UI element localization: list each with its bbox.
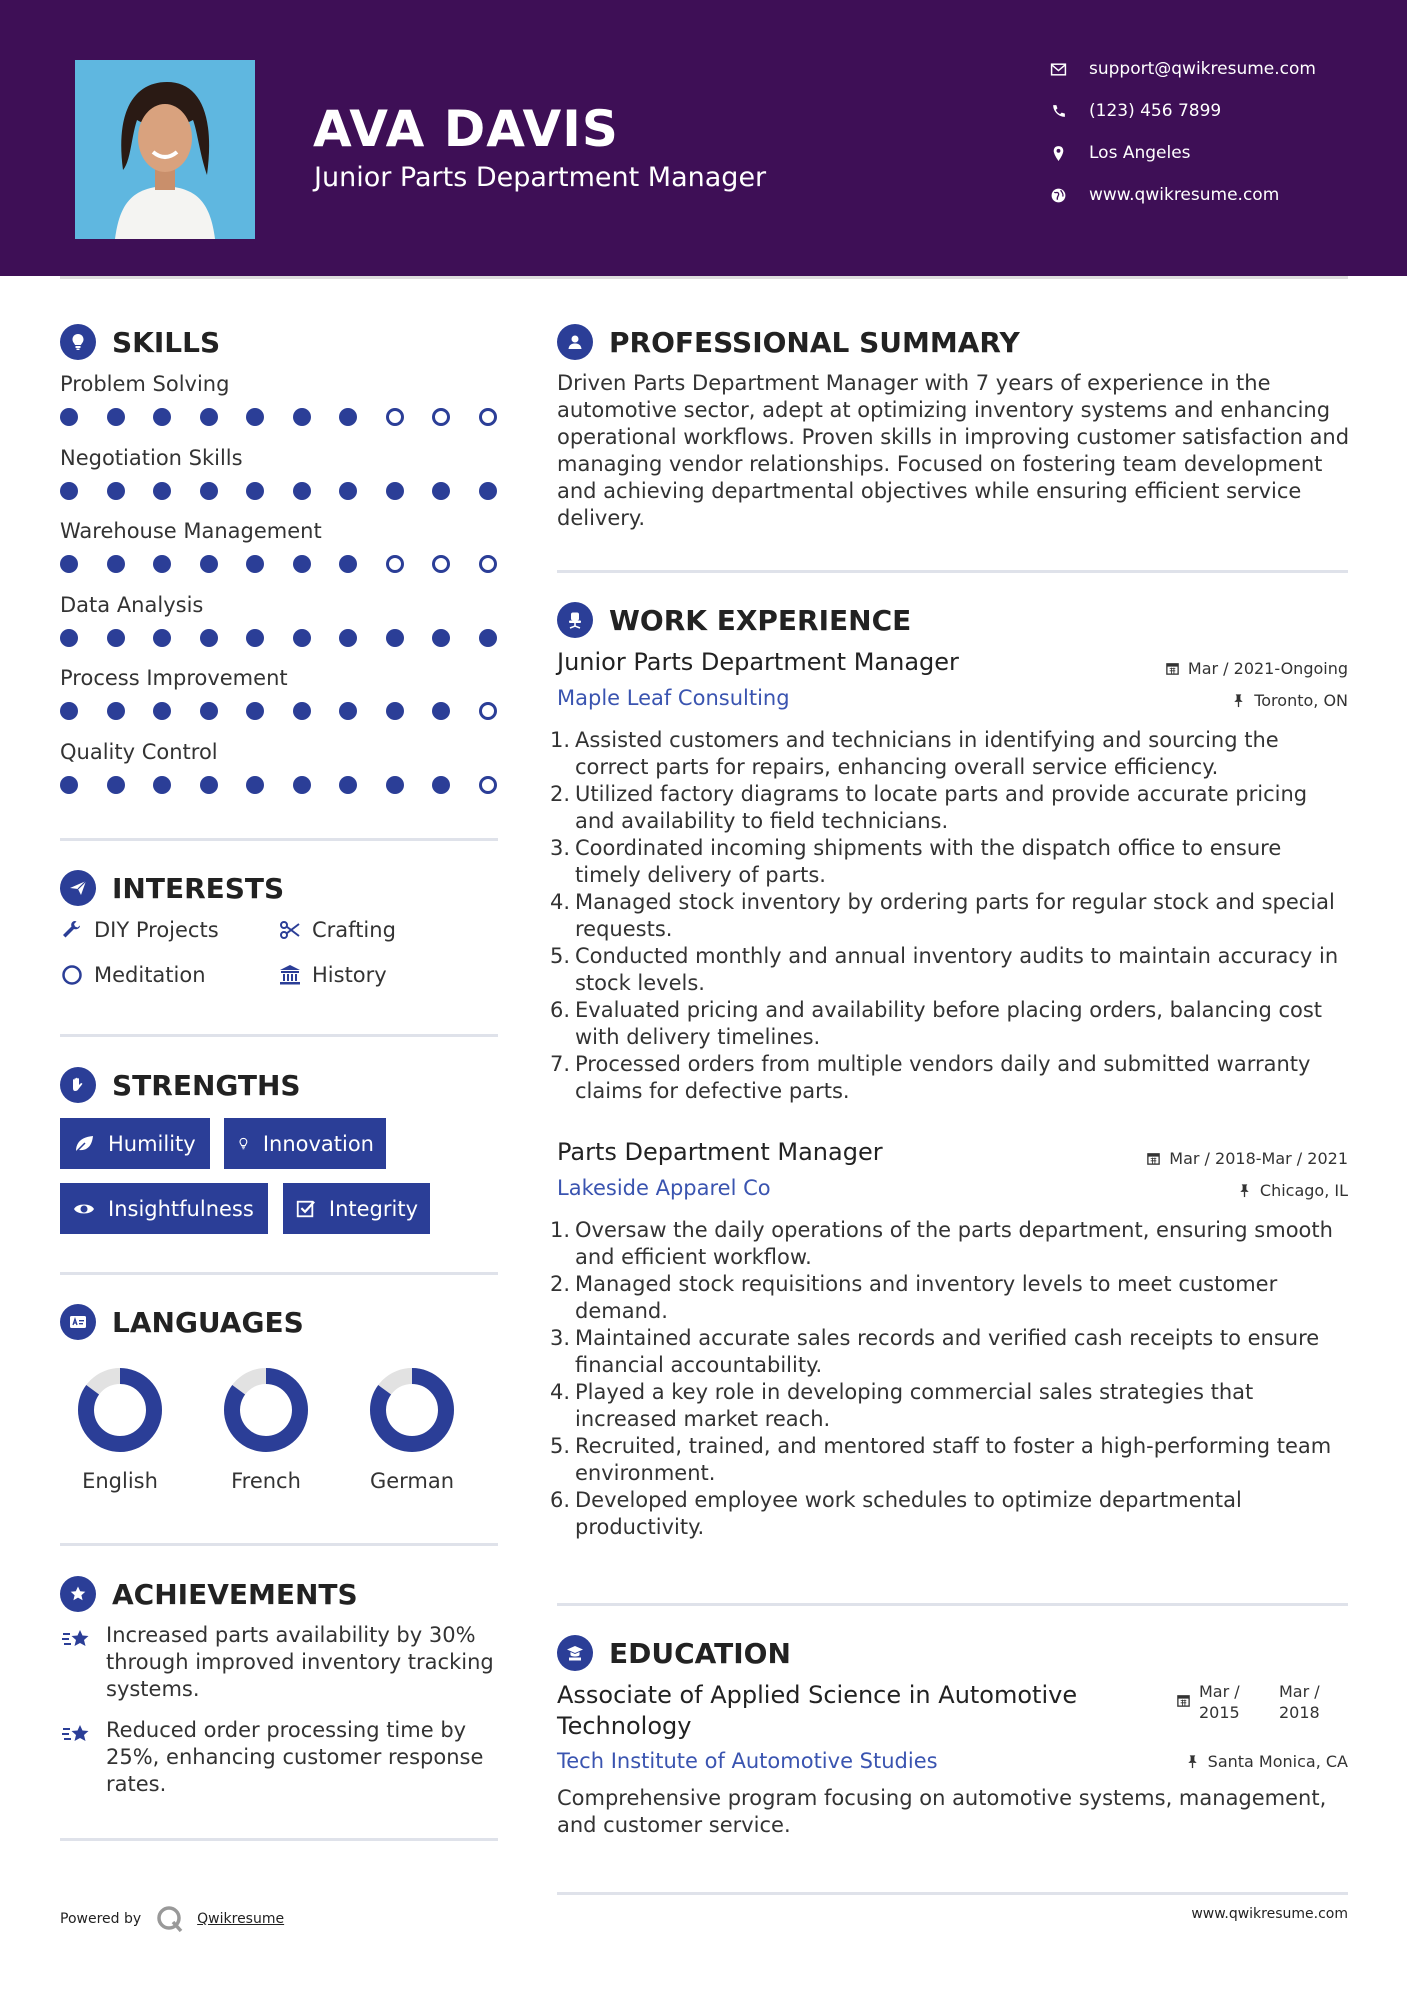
- job-bullet: [550, 1433, 1350, 1487]
- rating-dot-filled: [60, 408, 78, 426]
- job-bullet: [550, 727, 1350, 781]
- skill-name: Quality Control: [60, 739, 218, 764]
- skill-name: Problem Solving: [60, 372, 230, 396]
- rating-dot-filled: [246, 629, 264, 647]
- bullet-text: Processed orders from multiple vendors daily and submitted warranty claims for defective parts.: [575, 1052, 1311, 1103]
- education-location: [1185, 1752, 1348, 1771]
- rating-dot-filled: [107, 482, 125, 500]
- job-bullet: [550, 1487, 1350, 1541]
- languages-title: LANGUAGES: [112, 1305, 304, 1339]
- achievement-text: Reduced order processing time by 25%, enhancing customer response rates.: [106, 1718, 484, 1796]
- bullet-number: 6.: [550, 998, 571, 1022]
- rating-dot-filled: [153, 702, 171, 720]
- rating-dot-filled: [339, 776, 357, 794]
- graduate-icon: [557, 1635, 593, 1671]
- calendar-icon: [1165, 661, 1180, 676]
- rating-dot-filled: [200, 555, 218, 573]
- job-location: [1237, 1181, 1348, 1200]
- job-dates: [1165, 659, 1348, 678]
- rating-dot-filled: [432, 629, 450, 647]
- job-bullet: [550, 1217, 1350, 1271]
- languages-heading: [60, 1304, 304, 1340]
- interests-divider: [60, 1034, 498, 1037]
- interest-label: Crafting: [312, 918, 396, 942]
- bullet-text: Coordinated incoming shipments with the dispatch office to ensure timely delivery of parts.: [575, 836, 1282, 887]
- job-title: Parts Department Manager: [557, 1138, 883, 1166]
- job-location-text: Chicago, IL: [1259, 1181, 1348, 1200]
- map-pin-icon: [1050, 145, 1067, 162]
- education-description: Comprehensive program focusing on automotive systems, management, and customer service.: [557, 1786, 1327, 1837]
- strength-label: Integrity: [328, 1196, 418, 1221]
- bullet-text: Assisted customers and technicians in identifying and sourcing the correct parts for repairs, enhancing overall service efficiency.: [575, 728, 1279, 779]
- skill-rating: [60, 555, 500, 575]
- education-location-text: Santa Monica, CA: [1207, 1752, 1348, 1771]
- rating-dot-filled: [432, 702, 450, 720]
- rating-dot-filled: [479, 629, 497, 647]
- interest-label: Meditation: [94, 963, 206, 987]
- header-banner: [0, 0, 1407, 276]
- candidate-title: Junior Parts Department Manager: [314, 162, 767, 193]
- language-item: [337, 1365, 487, 1493]
- rating-dot-filled: [153, 776, 171, 794]
- language-item: [191, 1365, 341, 1493]
- skill-name: Warehouse Management: [60, 519, 322, 543]
- bullet-text: Managed stock inventory by ordering parts for regular stock and special requests.: [575, 890, 1335, 941]
- rating-dot-filled: [60, 776, 78, 794]
- strength-label: Insightfulness: [108, 1196, 254, 1221]
- strength-label: Humility: [108, 1131, 196, 1156]
- bullet-text: Developed employee work schedules to optimize departmental productivity.: [575, 1488, 1242, 1539]
- achievements-divider: [60, 1838, 498, 1841]
- skills-heading: [60, 324, 220, 360]
- strengths-heading: [60, 1067, 301, 1103]
- rating-dot-filled: [153, 629, 171, 647]
- footer-powered: [60, 1904, 284, 1934]
- bullet-text: Utilized factory diagrams to locate parts and provide accurate pricing and availability to field technicians.: [575, 782, 1308, 833]
- rating-dot-filled: [60, 482, 78, 500]
- bullet-text: Conducted monthly and annual inventory audits to maintain accuracy in stock levels.: [575, 944, 1339, 995]
- job-title: Junior Parts Department Manager: [557, 648, 959, 676]
- scissors-icon: [278, 918, 302, 942]
- rating-dot-filled: [107, 776, 125, 794]
- bullet-number: 7.: [550, 1052, 571, 1076]
- education-degree: Associate of Applied Science in Automotive Technology: [557, 1681, 1078, 1740]
- bullet-number: 5.: [550, 944, 571, 968]
- rating-dot-filled: [386, 482, 404, 500]
- language-name: English: [82, 1469, 158, 1493]
- pushpin-icon: [1231, 693, 1246, 708]
- star-badge-icon: [60, 1576, 96, 1612]
- job-bullet: [550, 781, 1350, 835]
- envelope-icon: [1050, 61, 1067, 78]
- rating-dot-filled: [293, 629, 311, 647]
- globe-icon: [1050, 187, 1067, 204]
- contact-phone-text: (123) 456 7899: [1089, 101, 1222, 121]
- bullet-text: Managed stock requisitions and inventory levels to meet customer demand.: [575, 1272, 1278, 1323]
- bullet-text: Recruited, trained, and mentored staff to foster a high-performing team environment.: [575, 1434, 1332, 1485]
- job-dates-text: Mar / 2018-Mar / 2021: [1169, 1149, 1348, 1168]
- contact-email[interactable]: [1050, 59, 1316, 79]
- rating-dot-filled: [246, 776, 264, 794]
- skills-divider: [60, 838, 498, 841]
- qwikresume-logo-icon: [155, 1904, 185, 1934]
- rating-dot-filled: [339, 482, 357, 500]
- calendar-icon: [1146, 1151, 1161, 1166]
- strength-badge: [224, 1118, 386, 1169]
- job-location: [1231, 691, 1348, 710]
- skills-title: SKILLS: [112, 325, 221, 359]
- rating-dot-filled: [60, 555, 78, 573]
- skill-name: Process Improvement: [60, 666, 288, 690]
- pushpin-icon: [1237, 1183, 1252, 1198]
- rating-dot-filled: [246, 555, 264, 573]
- rating-dot-filled: [200, 629, 218, 647]
- rating-dot-empty: [479, 702, 497, 720]
- interests-heading: [60, 870, 284, 906]
- job-bullet: [550, 1271, 1350, 1325]
- rating-dot-empty: [479, 555, 497, 573]
- calendar-icon: [1176, 1693, 1191, 1708]
- interest-label: DIY Projects: [94, 918, 219, 942]
- rating-dot-filled: [200, 702, 218, 720]
- rating-dot-filled: [246, 702, 264, 720]
- strengths-divider: [60, 1272, 498, 1275]
- bullet-number: 2.: [550, 1272, 571, 1296]
- bullet-text: Oversaw the daily operations of the parts department, ensuring smooth and efficient workflow.: [575, 1218, 1333, 1269]
- rating-dot-filled: [200, 408, 218, 426]
- education-end: Mar / 2018: [1279, 1682, 1320, 1722]
- language-level-ring: [221, 1365, 311, 1455]
- contact-website[interactable]: [1050, 185, 1279, 205]
- summary-title: PROFESSIONAL SUMMARY: [609, 325, 1020, 359]
- bullet-number: 4.: [550, 890, 571, 914]
- interest-label: History: [312, 963, 387, 987]
- summary-divider: [557, 570, 1348, 573]
- rating-dot-empty: [432, 555, 450, 573]
- check-square-icon: [295, 1197, 317, 1221]
- rating-dot-filled: [339, 629, 357, 647]
- skill-rating: [60, 482, 500, 502]
- rating-dot-filled: [293, 555, 311, 573]
- rating-dot-filled: [386, 776, 404, 794]
- strengths-title: STRENGTHS: [112, 1068, 301, 1102]
- hand-icon: [60, 1067, 96, 1103]
- contact-email-text: support@qwikresume.com: [1089, 59, 1316, 79]
- rating-dot-empty: [479, 776, 497, 794]
- interest-item: [278, 963, 387, 987]
- language-level-ring: [367, 1365, 457, 1455]
- language-name: French: [231, 1469, 301, 1493]
- rating-dot-empty: [479, 408, 497, 426]
- skill-name: Data Analysis: [60, 592, 204, 617]
- education-school: Tech Institute of Automotive Studies: [557, 1749, 938, 1773]
- experience-title: WORK EXPERIENCE: [609, 603, 912, 637]
- eye-icon: [72, 1197, 96, 1221]
- interest-item: [60, 918, 219, 942]
- lightbulb-icon: [60, 324, 96, 360]
- leaf-icon: [72, 1132, 96, 1156]
- shooting-star-icon: [60, 1717, 94, 1751]
- bullet-number: 5.: [550, 1434, 571, 1458]
- skill-rating: [60, 408, 500, 428]
- footer-url[interactable]: www.qwikresume.com: [1191, 1906, 1348, 1922]
- education-start: Mar / 2015: [1199, 1682, 1240, 1722]
- rating-dot-filled: [153, 408, 171, 426]
- summary-heading: [557, 324, 1020, 360]
- rating-dot-filled: [432, 776, 450, 794]
- bullet-number: 3.: [550, 836, 571, 860]
- rating-dot-filled: [60, 629, 78, 647]
- rating-dot-filled: [339, 702, 357, 720]
- rating-dot-filled: [200, 776, 218, 794]
- rating-dot-filled: [60, 702, 78, 720]
- circle-icon: [60, 963, 84, 987]
- bullet-number: 6.: [550, 1488, 571, 1512]
- rating-dot-filled: [153, 482, 171, 500]
- achievements-title: ACHIEVEMENTS: [112, 1577, 358, 1611]
- rating-dot-filled: [107, 555, 125, 573]
- rating-dot-filled: [107, 408, 125, 426]
- bullet-number: 1.: [550, 1218, 571, 1242]
- bullet-number: 4.: [550, 1380, 571, 1404]
- job-company: Maple Leaf Consulting: [557, 686, 790, 710]
- candidate-name: AVA DAVIS: [313, 100, 619, 158]
- skill-rating: [60, 629, 500, 649]
- experience-divider: [557, 1603, 1348, 1606]
- education-heading: [557, 1635, 791, 1671]
- skill-rating: [60, 702, 500, 722]
- language-name: German: [369, 1469, 455, 1493]
- paper-plane-icon: [60, 870, 96, 906]
- office-chair-icon: [557, 602, 593, 638]
- user-icon: [557, 324, 593, 360]
- job-location-text: Toronto, ON: [1254, 691, 1348, 710]
- contact-phone[interactable]: [1050, 101, 1221, 121]
- job-bullet: [550, 1379, 1350, 1433]
- achievement-item: [60, 1622, 500, 1703]
- profile-photo: [75, 60, 255, 239]
- brand-link[interactable]: Qwikresume: [197, 1911, 285, 1927]
- education-divider: [557, 1892, 1348, 1895]
- shooting-star-icon: [60, 1622, 94, 1656]
- interests-title: INTERESTS: [112, 871, 285, 905]
- language-item: [45, 1365, 195, 1493]
- summary-text: Driven Parts Department Manager with 7 years of experience in the automotive sector, adept at optimizing inventory systems and enhancing operational workflows. Proven skills in improving customer satisfaction and managing vendor relationships. Focused on fostering team development and achieving departmental objectives while ensuring efficient service delivery.: [557, 371, 1350, 530]
- job-bullet: [550, 1325, 1350, 1379]
- job-bullets: [550, 1217, 1350, 1541]
- lightbulb-icon: [236, 1132, 251, 1156]
- wrench-icon: [60, 918, 84, 942]
- rating-dot-filled: [339, 408, 357, 426]
- powered-by-text: Powered by: [60, 1911, 142, 1927]
- rating-dot-filled: [107, 629, 125, 647]
- interest-item: [60, 963, 206, 987]
- bullet-text: Evaluated pricing and availability before placing orders, balancing cost with delivery timelines.: [575, 998, 1323, 1049]
- job-dates-text: Mar / 2021-Ongoing: [1187, 659, 1348, 678]
- bullet-number: 2.: [550, 782, 571, 806]
- bullet-number: 1.: [550, 728, 571, 752]
- bullet-number: 3.: [550, 1326, 571, 1350]
- rating-dot-filled: [479, 482, 497, 500]
- contact-location: [1050, 143, 1191, 163]
- achievement-item: [60, 1717, 500, 1798]
- rating-dot-empty: [432, 408, 450, 426]
- rating-dot-filled: [293, 482, 311, 500]
- rating-dot-filled: [200, 482, 218, 500]
- rating-dot-empty: [386, 555, 404, 573]
- rating-dot-filled: [293, 702, 311, 720]
- rating-dot-filled: [153, 555, 171, 573]
- strength-badge: [60, 1183, 268, 1234]
- education-dates: [1176, 1681, 1329, 1723]
- education-title: EDUCATION: [609, 1636, 791, 1670]
- strength-badge: [60, 1118, 210, 1169]
- rating-dot-filled: [246, 408, 264, 426]
- rating-dot-filled: [293, 408, 311, 426]
- skill-name: Negotiation Skills: [60, 445, 243, 470]
- rating-dot-empty: [386, 408, 404, 426]
- job-bullet: [550, 1051, 1350, 1105]
- achievements-heading: [60, 1576, 358, 1612]
- rating-dot-filled: [386, 629, 404, 647]
- strength-label: Innovation: [262, 1131, 374, 1156]
- rating-dot-filled: [293, 776, 311, 794]
- interest-item: [278, 918, 396, 942]
- bullet-text: Played a key role in developing commercial sales strategies that increased market reach.: [575, 1380, 1254, 1431]
- job-dates: [1146, 1149, 1348, 1168]
- job-bullets: [550, 727, 1350, 1105]
- job-bullet: [550, 943, 1350, 997]
- language-level-ring: [75, 1365, 165, 1455]
- languages-divider: [60, 1543, 498, 1546]
- strength-badge: [283, 1183, 430, 1234]
- bullet-text: Maintained accurate sales records and verified cash receipts to ensure financial accountability.: [575, 1326, 1320, 1377]
- language-card-icon: [60, 1304, 96, 1340]
- job-bullet: [550, 835, 1350, 889]
- job-bullet: [550, 889, 1350, 943]
- contact-location-text: Los Angeles: [1089, 143, 1191, 163]
- pushpin-icon: [1185, 1754, 1200, 1769]
- achievement-text: Increased parts availability by 30% through improved inventory tracking systems.: [106, 1623, 494, 1701]
- rating-dot-filled: [432, 482, 450, 500]
- experience-heading: [557, 602, 911, 638]
- skill-rating: [60, 776, 500, 796]
- header-divider: [60, 276, 1348, 279]
- job-bullet: [550, 997, 1350, 1051]
- rating-dot-filled: [386, 702, 404, 720]
- rating-dot-filled: [246, 482, 264, 500]
- job-company: Lakeside Apparel Co: [557, 1176, 771, 1200]
- phone-icon: [1050, 103, 1067, 120]
- rating-dot-filled: [339, 555, 357, 573]
- rating-dot-filled: [107, 702, 125, 720]
- contact-website-text: www.qwikresume.com: [1089, 185, 1280, 205]
- museum-icon: [278, 963, 302, 987]
